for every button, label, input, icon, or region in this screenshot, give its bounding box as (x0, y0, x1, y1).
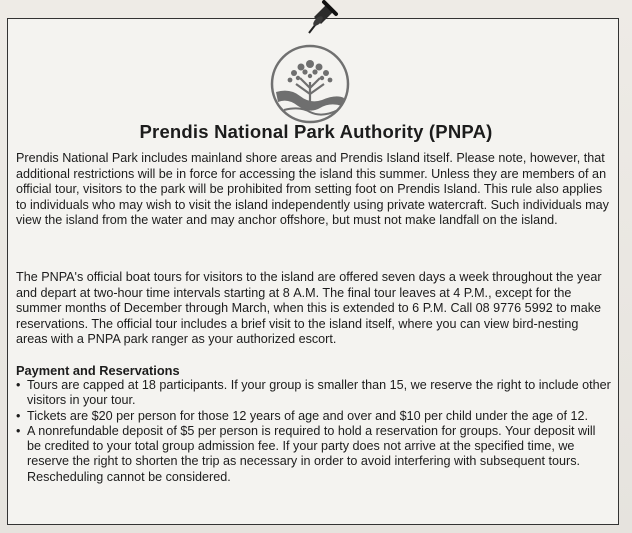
pushpin-icon (300, 0, 340, 36)
list-item (16, 424, 612, 485)
section-heading: Payment and Reservations (16, 363, 180, 378)
tree-logo-icon (270, 44, 350, 124)
tours-paragraph: The PNPA's official boat tours for visitors to the island are offered seven days a week throughout the year and depart at two-hour time intervals starting at 8 A.M. The final tour leaves at 4 P.M., except for the summer months of December through March, when this is extended to 6 P.M. Call 08 9776 5992 to make reservations. The official tour includes a brief visit to the island itself, where you can view bird-nesting areas with a PNPA park ranger as your authorized escort. (16, 270, 602, 347)
bullet-text: Tours are capped at 18 participants. If your group is smaller than 15, we reserve the right to include other visitors in your tour. (27, 378, 611, 408)
list-item (16, 378, 612, 409)
list-item (16, 409, 612, 424)
payment-bullet-list (16, 378, 612, 485)
bullet-icon: • (16, 423, 21, 438)
page-title: Prendis National Park Authority (PNPA) (139, 121, 493, 142)
bullet-text: Tickets are $20 per person for those 12 years of age and over and $10 per child under the age of 12. (27, 408, 589, 423)
intro-paragraph: Prendis National Park includes mainland shore areas and Prendis Island itself. Please note, however, that additional restrictions will be in force for accessing the island this summer. Unless they are members of an official tour, visitors to the park will be prohibited from setting foot on Prendis Island. This rule also applies to individuals who may wish to visit the island independently using private watercraft. Such individuals may view the island from the water and may anchor offshore, but must not make landfall on the island. (16, 151, 609, 228)
bullet-icon: • (16, 408, 21, 423)
bullet-text: A nonrefundable deposit of $5 per person is required to hold a reservation for groups. Your deposit will be credited to your total group admission fee. If your party does not arrive at the specified time, we reserve the right to shorten the trip as necessary in order to avoid interfering with subsequent tours. Rescheduling cannot be considered. (27, 423, 596, 484)
bullet-icon: • (16, 378, 21, 392)
